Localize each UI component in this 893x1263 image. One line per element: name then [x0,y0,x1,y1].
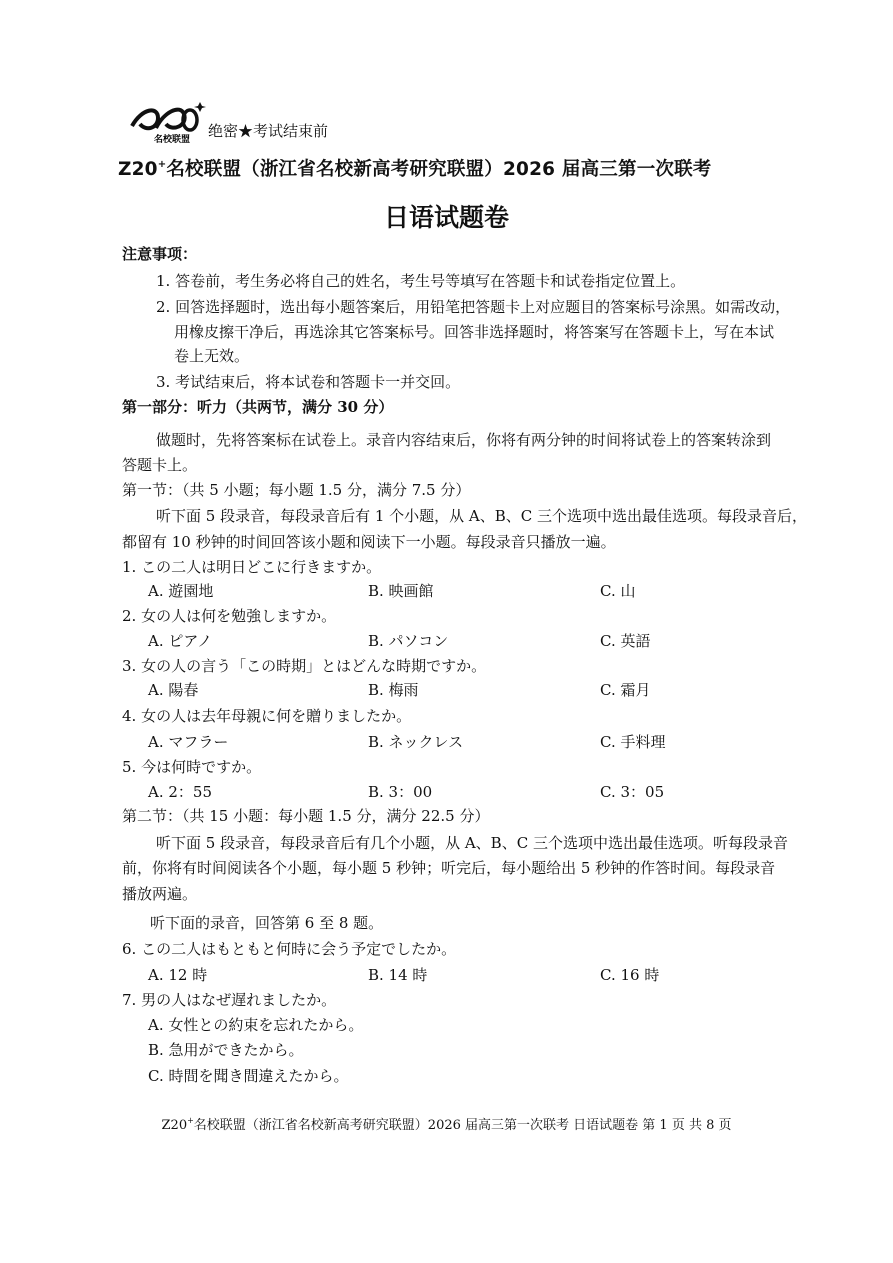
notice-item-2: 2. 回答选择题时，选出每小题答案后，用铅笔把答题卡上对应题目的答案标号涂黑。如需改动， [156,298,791,316]
q4-option-b: B. ネックレス [368,733,464,751]
q7-option-c: C. 時間を聞き間違えたから。 [148,1067,349,1085]
q3-option-c: C. 霜月 [600,681,651,699]
section2-intro-2: 前，你将有时间阅读各个小题，每小题 5 秒钟；听完后，每小题给出 5 秒钟的作答时间。每段录音 [122,859,776,877]
section1-heading: 第一节：（共 5 小题；每小题 1.5 分，满分 7.5 分） [122,481,471,499]
footer-prefix: Z20 [161,1118,188,1133]
q2-option-a: A. ピアノ [148,632,213,650]
q1-option-c: C. 山 [600,582,636,600]
logo-text: 名校联盟 [154,135,191,144]
logo-swirl-icon [128,98,208,144]
q3-option-b: B. 梅雨 [368,681,419,699]
notice-item-3: 3. 考试结束后，将本试卷和答题卡一并交回。 [156,373,461,391]
section1-intro-1: 听下面 5 段录音，每段录音后有 1 个小题，从 A、B、C 三个选项中选出最佳选项。每段录音后， [156,507,808,525]
part1-intro-1: 做题时，先将答案标在试卷上。录音内容结束后，你将有两分钟的时间将试卷上的答案转涂到 [156,431,772,449]
q5-option-a: A. 2：55 [148,783,212,801]
question-1: 1. この二人は明日どこに行きますか。 [122,558,382,576]
q4-option-c: C. 手料理 [600,733,666,751]
footer-sup: + [187,1116,194,1125]
question-2: 2. 女の人は何を勉強しますか。 [122,607,337,625]
exam-title [118,155,838,181]
question-4: 4. 女の人は去年母親に何を贈りましたか。 [122,707,412,725]
page-footer [0,1114,893,1133]
q3-option-a: A. 陽春 [148,681,199,699]
section2-heading: 第二节：（共 15 小题：每小题 1.5 分，满分 22.5 分） [122,807,490,825]
question-7: 7. 男の人はなぜ遅れましたか。 [122,991,337,1009]
q5-option-b: B. 3：00 [368,783,433,801]
notice-item-2-cont2: 卷上无效。 [174,347,250,365]
title-prefix: Z20 [118,159,158,180]
q7-option-a: A. 女性との約束を忘れたから。 [148,1016,364,1034]
section1-intro-2: 都留有 10 秒钟的时间回答该小题和阅读下一小题。每段录音只播放一遍。 [122,533,616,551]
part1-intro-2: 答题卡上。 [122,456,198,474]
title-rest: 名校联盟（浙江省名校新高考研究联盟）2026 届高三第一次联考 [166,159,712,180]
q2-option-b: B. パソコン [368,632,449,650]
section2-intro-1: 听下面 5 段录音，每段录音后有几个小题，从 A、B、C 三个选项中选出最佳选项。听每段录音 [156,834,788,852]
q7-option-b: B. 急用ができたから。 [148,1041,304,1059]
q6-option-c: C. 16 時 [600,966,660,984]
notice-heading: 注意事项： [122,245,198,263]
part1-heading: 第一部分：听力（共两节，满分 30 分） [122,398,394,416]
q4-option-a: A. マフラー [148,733,229,751]
q6-option-b: B. 14 時 [368,966,428,984]
q2-option-c: C. 英語 [600,632,651,650]
q6-option-a: A. 12 時 [148,966,208,984]
notice-item-1: 1. 答卷前，考生务必将自己的姓名，考生号等填写在答题卡和试卷指定位置上。 [156,272,686,290]
confidential-label: 绝密★考试结束前 [208,122,329,140]
z20-logo [128,98,208,144]
notice-item-2-cont: 用橡皮擦干净后，再选涂其它答案标号。回答非选择题时，将答案写在答题卡上，写在本试 [174,323,775,341]
title-sup: + [157,159,167,170]
q1-option-a: A. 遊園地 [148,582,214,600]
footer-text: 名校联盟（浙江省名校新高考研究联盟）2026 届高三第一次联考 日语试题卷 第 1 页 共 8 页 [193,1118,732,1133]
question-5: 5. 今は何時ですか。 [122,758,262,776]
q1-option-b: B. 映画館 [368,582,434,600]
q5-option-c: C. 3：05 [600,783,665,801]
question-3: 3. 女の人の言う「この時期」とはどんな時期ですか。 [122,657,487,675]
section2-intro-3: 播放两遍。 [122,885,198,903]
exam-subtitle: 日语试题卷 [383,203,509,232]
question-6: 6. この二人はもともと何時に会う予定でしたか。 [122,940,457,958]
listen-note: 听下面的录音，回答第 6 至 8 题。 [150,914,384,932]
